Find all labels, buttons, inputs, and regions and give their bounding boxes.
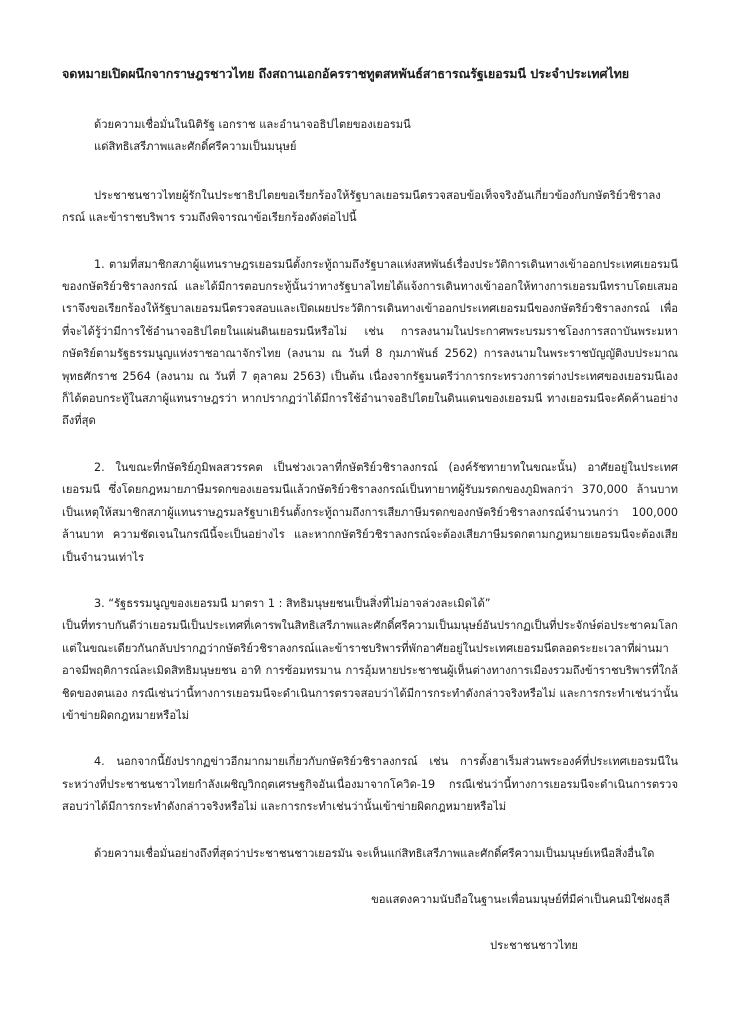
item-3-paragraph: เป็นที่ทราบกันดีว่าเยอรมนีเป็นประเทศที่เคารพในสิทธิเสรีภาพและศักดิ์ศรีความเป็นมนุษย์อันปรากฏเป็นที่ประจักษ์ต่อประชาคมโลก แต่ในขณะเดียวกันกลับปรากฏว่ากษัตริย์วชิราลงกรณ์และข้าราชบริพารที่พักอาศัยอยู่ในประเทศเยอรมนีตลอดระยะเวลาที่ผ่านมาอาจมีพฤติการณ์ละเมิดสิทธิมนุษยชน อาทิ การซ้อมทรมาน การอุ้มหายประชาชนผู้เห็นต่างทางการเมืองรวมถึงข้าราชบริพารที่ใกล้ชิดของตนเอง กรณีเช่นว่านี้ทางการเยอรมนีจะดำเนินการตรวจสอบว่าได้มีการกระทำดังกล่าวจริงหรือไม่ และการกระทำเช่นว่านั้นเข้าข่ายผิดกฎหมายหรือไม่ bbox=[62, 619, 678, 722]
opening-line-2: แด่สิทธิเสรีภาพและศักดิ์ศรีความเป็นมนุษย์ bbox=[94, 140, 297, 154]
item-4-paragraph: 4. นอกจากนี้ยังปรากฏข่าวอีกมากมายเกี่ยวกับกษัตริย์วชิราลงกรณ์ เช่น การตั้งฮาเร็มส่วนพระองค์ที่ประเทศเยอรมนีในระหว่างที่ประชาชนชาวไทยกำลังเผชิญวิกฤตเศรษฐกิจอันเนื่องมาจากโควิด-19 กรณีเช่นว่านี้ทางการเยอรมนีจะดำเนินการตรวจสอบว่าได้มีการกระทำดังกล่าวจริงหรือไม่ และการกระทำเช่นว่านั้นเข้าข่ายผิดกฎหมายหรือไม่ bbox=[62, 755, 678, 814]
signature: ประชาชนชาวไทย bbox=[490, 939, 578, 953]
opening-line-1: ด้วยความเชื่อมั่นในนิติรัฐ เอกราช และอำนาจอธิปไตยของเยอรมนี bbox=[94, 118, 411, 131]
item-2-paragraph: 2. ในขณะที่กษัตริย์ภูมิพลสวรรคต เป็นช่วงเวลาที่กษัตริย์วชิราลงกรณ์ (องค์รัชทายาทในขณะนั้น) อาศัยอยู่ในประเทศเยอรมนี ซึ่งโดยกฎหมายภาษีมรดกของเยอรมนีแล้วกษัตริย์วชิราลงกรณ์เป็นทายาทผู้รับมรดกของภูมิพลกว่า 370,000 ล้านบาท เป็นเหตุให้สมาชิกสภาผู้แทนราษฎรมลรัฐบาเยิร์นตั้งกระทู้ถามถึงการเสียภาษีมรดกของกษัตริย์วชิราลงกรณ์จำนวนกว่า 100,000 ล้านบาท ความชัดเจนในกรณีนี้จะเป็นอย่างไร และหากกษัตริย์วชิราลงกรณ์จะต้องเสียภาษีมรดกตามกฎหมายเยอรมนีจะต้องเสียเป็นจำนวนเท่าไร bbox=[62, 460, 678, 564]
conclusion-paragraph: ด้วยความเชื่อมั่นอย่างถึงที่สุดว่าประชาชนชาวเยอรมัน จะเห็นแก่สิทธิเสรีภาพและศักดิ์ศรีความเป็นมนุษย์เหนือสิ่งอื่นใด bbox=[94, 846, 655, 860]
intro-paragraph: ประชาชนชาวไทยผู้รักในประชาธิปไตยขอเรียกร้องให้รัฐบาลเยอรมนีตรวจสอบข้อเท็จจริงอันเกี่ยวข้องกับกษัตริย์วชิราลงกรณ์ และข้าราชบริพาร รวมถึงพิจารณาข้อเรียกร้องดังต่อไปนี้ bbox=[62, 188, 661, 225]
item-3-heading: 3. “รัฐธรรมนูญของเยอรมนี มาตรา 1 : สิทธิมนุษยชนเป็นสิ่งที่ไม่อาจล่วงละเมิดได้” bbox=[94, 596, 491, 610]
letter-title: จดหมายเปิดผนึกจากราษฎรชาวไทย ถึงสถานเอกอัครราชทูตสหพันธ์สาธารณรัฐเยอรมนี ประจำประเทศไทย bbox=[62, 66, 630, 81]
closing-regards: ขอแสดงความนับถือในฐานะเพื่อนมนุษย์ที่มีค่าเป็นคนมิใช่ผงธุลี bbox=[371, 892, 670, 906]
item-1-paragraph: 1. ตามที่สมาชิกสภาผู้แทนราษฎรเยอรมนีตั้งกระทู้ถามถึงรัฐบาลแห่งสหพันธ์เรื่องประวัติการเดินทางเข้าออกประเทศเยอรมนีของกษัตริย์วชิราลงกรณ์ และได้มีการตอบกระทู้นั้นว่าทางรัฐบาลไทยได้แจ้งการเดินทางเข้าออกให้ทางการเยอรมนีทราบโดยเสมอ เราจึงขอเรียกร้องให้รัฐบาลเยอรมนีตรวจสอบและเปิดเผยประวัติการเดินทางเข้าออกประเทศเยอรมนีของกษัตริย์วชิราลงกรณ์ เพื่อที่จะได้รู้ว่ามีการใช้อำนาจอธิปไตยในแผ่นดินเยอรมนีหรือไม่ เช่น การลงนามในประกาศพระบรมราชโองการสถาบันพระมหากษัตริย์ตามรัฐธรรมนูญแห่งราชอาณาจักรไทย (ลงนาม ณ วันที่ 8 กุมภาพันธ์ 2562) การลงนามในพระราชบัญญัติงบประมาณ พุทธศักราช 2564 (ลงนาม ณ วันที่ 7 ตุลาคม 2563) เป็นต้น เนื่องจากรัฐมนตรีว่าการกระทรวงการต่างประเทศของเยอรมนีเองก็ได้ตอบกระทู้ในสภาผู้แทนราษฎรว่า หากปรากฏว่าได้มีการใช้อำนาจอธิปไตยในดินแดนของเยอรมนี ทางเยอรมนีจะคัดค้านอย่างถึงที่สุด bbox=[62, 257, 678, 428]
opening-block bbox=[62, 114, 678, 159]
